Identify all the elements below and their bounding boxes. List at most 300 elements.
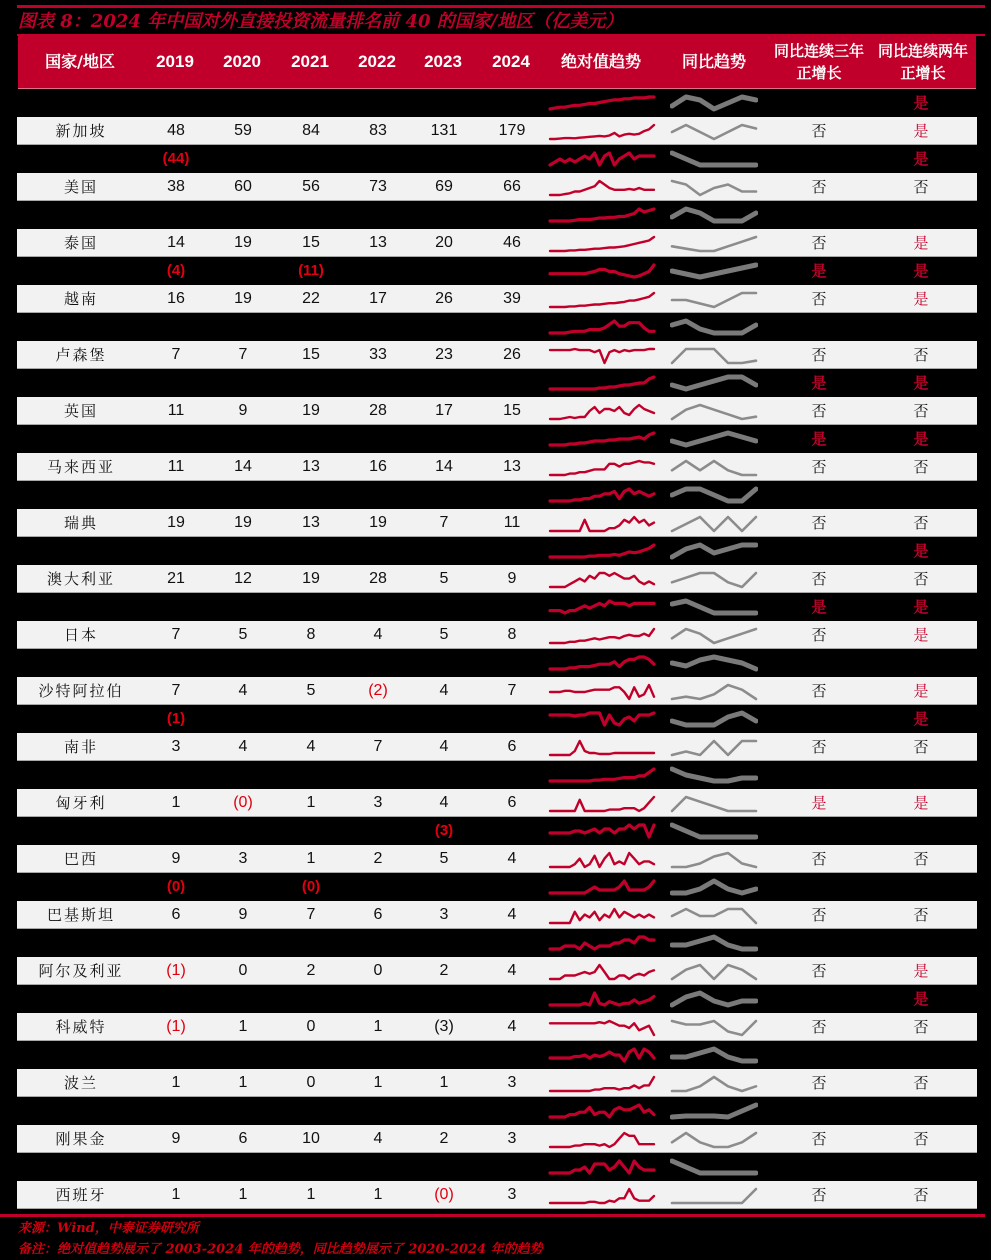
ghost-yoy-sparkline [670, 595, 758, 619]
abs-trend-sparkline [548, 511, 656, 535]
value-2019: 7 [171, 346, 181, 363]
value-2023: 5 [439, 626, 449, 643]
value-2024: 4 [507, 962, 517, 979]
abs-trend-sparkline [548, 791, 656, 815]
value-2021: 56 [302, 178, 320, 195]
ghost-three-year-flag [770, 1041, 868, 1069]
value-2024: 3 [507, 1130, 517, 1147]
header-year-2019: 2019 [156, 52, 194, 71]
ghost-value [145, 369, 207, 397]
ghost-two-year-flag [871, 873, 971, 901]
yoy-trend-sparkline [670, 1015, 758, 1039]
ghost-value [212, 537, 274, 565]
abs-trend-sparkline [548, 455, 656, 479]
value-2020: 60 [234, 178, 252, 195]
ghost-value [145, 649, 207, 677]
ghost-row [17, 1097, 977, 1125]
ghost-two-year-flag: 是 [913, 374, 929, 392]
ghost-two-year-flag [871, 1153, 971, 1181]
ghost-value [481, 481, 543, 509]
value-2021: 4 [306, 738, 316, 755]
country-name: 阿尔及利亚 [38, 962, 124, 980]
value-2023: 7 [439, 514, 449, 531]
ghost-abs-sparkline [548, 1155, 656, 1179]
ghost-value: (3) [434, 822, 454, 839]
yoy-trend-sparkline [670, 791, 758, 815]
abs-trend-sparkline [548, 231, 656, 255]
ghost-yoy-sparkline [670, 259, 758, 283]
ghost-value: (11) [298, 262, 324, 279]
ghost-value [145, 481, 207, 509]
ghost-yoy-sparkline [670, 1155, 758, 1179]
value-2021: 5 [306, 682, 316, 699]
two-year-flag: 否 [913, 1130, 929, 1148]
value-2023: 26 [435, 290, 453, 307]
value-2019: 16 [167, 290, 185, 307]
ghost-value [413, 481, 475, 509]
three-year-flag: 否 [811, 1018, 827, 1036]
three-year-flag: 否 [811, 626, 827, 644]
ghost-value [347, 201, 409, 229]
value-2021: 15 [302, 346, 320, 363]
ghost-value [347, 1041, 409, 1069]
ghost-value [413, 369, 475, 397]
table-row [17, 453, 977, 481]
ghost-row [17, 593, 977, 621]
value-2024: 4 [507, 906, 517, 923]
table-row [17, 229, 977, 257]
ghost-value [145, 817, 207, 845]
ghost-value [212, 425, 274, 453]
ghost-abs-sparkline [548, 763, 656, 787]
value-2024: 7 [507, 682, 517, 699]
ghost-value: (44) [162, 150, 190, 167]
value-2022: 4 [373, 626, 383, 643]
ghost-abs-sparkline [548, 259, 656, 283]
ghost-value [280, 593, 342, 621]
ghost-value [280, 1097, 342, 1125]
ghost-yoy-sparkline [670, 1099, 758, 1123]
country-name: 澳大利亚 [46, 570, 115, 588]
value-2022: 83 [369, 122, 387, 139]
value-2022: 2 [373, 850, 383, 867]
ghost-value [280, 761, 342, 789]
yoy-trend-sparkline [670, 847, 758, 871]
ghost-three-year-flag: 是 [811, 262, 827, 280]
ghost-yoy-sparkline [670, 147, 758, 171]
value-2024: 9 [507, 570, 517, 587]
header-year-2022: 2022 [358, 52, 396, 71]
ghost-value [347, 89, 409, 117]
value-2021: 2 [306, 962, 316, 979]
country-name: 泰国 [63, 234, 98, 252]
ghost-value [347, 649, 409, 677]
ghost-value [280, 929, 342, 957]
two-year-flag: 否 [913, 402, 929, 420]
ghost-three-year-flag [770, 201, 868, 229]
ghost-abs-sparkline [548, 371, 656, 395]
ghost-yoy-sparkline [670, 315, 758, 339]
ghost-value: (1) [166, 710, 186, 727]
ghost-value [347, 761, 409, 789]
value-2022: 28 [369, 570, 387, 587]
yoy-trend-sparkline [670, 175, 758, 199]
value-2023: 4 [439, 738, 449, 755]
three-year-flag: 否 [811, 346, 827, 364]
ghost-value [481, 145, 543, 173]
value-2024: 15 [503, 402, 521, 419]
three-year-flag: 否 [811, 850, 827, 868]
table-row [17, 957, 977, 985]
ghost-value [413, 873, 475, 901]
table-row [17, 901, 977, 929]
two-year-flag: 是 [913, 682, 929, 700]
value-2022: 17 [369, 290, 387, 307]
three-year-flag: 否 [811, 290, 827, 308]
abs-trend-sparkline [548, 175, 656, 199]
abs-trend-sparkline [548, 623, 656, 647]
ghost-value [481, 593, 543, 621]
table-row [17, 1013, 977, 1041]
two-year-flag: 否 [913, 570, 929, 588]
ghost-row [17, 145, 977, 173]
ghost-value [145, 1153, 207, 1181]
two-year-flag: 是 [913, 962, 929, 980]
header-two-year: 同比连续两年正增长 [877, 42, 968, 82]
value-2022: 4 [373, 1130, 383, 1147]
country-name: 日本 [63, 626, 98, 644]
value-2022: 1 [373, 1186, 383, 1203]
country-name: 匈牙利 [55, 794, 107, 812]
ghost-value [347, 873, 409, 901]
ghost-value [280, 425, 342, 453]
value-2023: 23 [435, 346, 453, 363]
ghost-yoy-sparkline [670, 651, 758, 675]
ghost-three-year-flag [770, 761, 868, 789]
ghost-three-year-flag [770, 985, 868, 1013]
ghost-two-year-flag: 是 [913, 430, 929, 448]
ghost-two-year-flag [871, 201, 971, 229]
value-2021: 1 [306, 1186, 316, 1203]
ghost-yoy-sparkline [670, 875, 758, 899]
value-2022: 19 [369, 514, 387, 531]
yoy-trend-sparkline [670, 1071, 758, 1095]
abs-trend-sparkline [548, 1071, 656, 1095]
value-2022: 16 [369, 458, 387, 475]
ghost-yoy-sparkline [670, 203, 758, 227]
ghost-abs-sparkline [548, 91, 656, 115]
country-name: 沙特阿拉伯 [38, 682, 124, 700]
ghost-value [413, 89, 475, 117]
value-2019: (1) [166, 1018, 186, 1035]
ghost-value [481, 1153, 543, 1181]
ghost-value [347, 929, 409, 957]
value-2023: 20 [435, 234, 453, 251]
ghost-row [17, 985, 977, 1013]
ghost-value [481, 817, 543, 845]
value-2024: 3 [507, 1186, 517, 1203]
value-2021: 19 [302, 402, 320, 419]
value-2023: 17 [435, 402, 453, 419]
ghost-three-year-flag [770, 1097, 868, 1125]
value-2023: 131 [430, 122, 458, 139]
two-year-flag: 是 [913, 122, 929, 140]
ghost-three-year-flag: 是 [811, 598, 827, 616]
ghost-value [280, 313, 342, 341]
ghost-value [212, 649, 274, 677]
two-year-flag: 是 [913, 794, 929, 812]
ghost-three-year-flag [770, 145, 868, 173]
ghost-value [280, 89, 342, 117]
ghost-value [212, 1041, 274, 1069]
value-2020: 3 [238, 850, 248, 867]
ghost-value [347, 817, 409, 845]
ghost-value [347, 369, 409, 397]
ghost-value [280, 1041, 342, 1069]
three-year-flag: 否 [811, 570, 827, 588]
ghost-abs-sparkline [548, 483, 656, 507]
ghost-value [481, 873, 543, 901]
value-2019: (1) [166, 962, 186, 979]
value-2019: 14 [167, 234, 185, 251]
ghost-three-year-flag [770, 313, 868, 341]
three-year-flag: 否 [811, 682, 827, 700]
ghost-yoy-sparkline [670, 539, 758, 563]
ghost-value [212, 313, 274, 341]
ghost-row [17, 369, 977, 397]
ghost-row [17, 761, 977, 789]
value-2020: 14 [234, 458, 252, 475]
ghost-value [212, 929, 274, 957]
ghost-three-year-flag [770, 1153, 868, 1181]
ghost-yoy-sparkline [670, 987, 758, 1011]
ghost-three-year-flag [770, 705, 868, 733]
value-2019: 1 [171, 1186, 181, 1203]
ghost-value [413, 761, 475, 789]
two-year-flag: 否 [913, 738, 929, 756]
value-2024: 8 [507, 626, 517, 643]
ghost-value [347, 705, 409, 733]
ghost-abs-sparkline [548, 1099, 656, 1123]
value-2023: 5 [439, 570, 449, 587]
value-2022: 33 [369, 346, 387, 363]
value-2019: 9 [171, 850, 181, 867]
value-2021: 13 [302, 514, 320, 531]
ghost-two-year-flag: 是 [913, 262, 929, 280]
value-2020: 9 [238, 906, 248, 923]
value-2019: 11 [167, 402, 185, 419]
header-year-2020: 2020 [223, 52, 261, 71]
ghost-row [17, 929, 977, 957]
ghost-value [280, 817, 342, 845]
two-year-flag: 否 [913, 1018, 929, 1036]
value-2021: 84 [302, 122, 320, 139]
value-2020: 19 [234, 290, 252, 307]
value-2019: 7 [171, 682, 181, 699]
value-2021: 19 [302, 570, 320, 587]
header-year-2024: 2024 [492, 52, 530, 71]
ghost-value [280, 1153, 342, 1181]
ghost-yoy-sparkline [670, 763, 758, 787]
value-2023: 4 [439, 682, 449, 699]
value-2024: 46 [503, 234, 521, 251]
value-2024: 179 [498, 122, 526, 139]
yoy-trend-sparkline [670, 231, 758, 255]
country-name: 西班牙 [55, 1186, 107, 1204]
ghost-abs-sparkline [548, 987, 656, 1011]
ghost-value [212, 985, 274, 1013]
value-2020: 4 [238, 682, 248, 699]
value-2019: 19 [167, 514, 185, 531]
ghost-three-year-flag [770, 537, 868, 565]
country-name: 巴基斯坦 [46, 906, 115, 924]
ghost-value [413, 985, 475, 1013]
ghost-value [413, 1153, 475, 1181]
three-year-flag: 否 [811, 234, 827, 252]
ghost-value [481, 1041, 543, 1069]
ghost-value [145, 1097, 207, 1125]
ghost-row [17, 257, 977, 285]
ghost-two-year-flag: 是 [913, 542, 929, 560]
ghost-row [17, 1153, 977, 1181]
ghost-value [347, 257, 409, 285]
ghost-yoy-sparkline [670, 707, 758, 731]
ghost-value [347, 985, 409, 1013]
ghost-value [413, 537, 475, 565]
abs-trend-sparkline [548, 903, 656, 927]
table-row [17, 1069, 977, 1097]
value-2021: 10 [302, 1130, 320, 1147]
value-2024: 3 [507, 1074, 517, 1091]
header-three-year: 同比连续三年正增长 [773, 42, 864, 82]
ghost-value [413, 593, 475, 621]
ghost-two-year-flag [871, 761, 971, 789]
ghost-abs-sparkline [548, 427, 656, 451]
yoy-trend-sparkline [670, 1127, 758, 1151]
value-2023: 4 [439, 794, 449, 811]
ghost-value [280, 537, 342, 565]
ghost-value [413, 257, 475, 285]
ghost-value [280, 369, 342, 397]
three-year-flag: 否 [811, 178, 827, 196]
ghost-value [145, 761, 207, 789]
ghost-row [17, 1041, 977, 1069]
ghost-row [17, 537, 977, 565]
value-2023: 2 [439, 1130, 449, 1147]
ghost-value [212, 145, 274, 173]
ghost-row [17, 649, 977, 677]
value-2024: 11 [503, 514, 521, 531]
value-2020: 5 [238, 626, 248, 643]
value-2023: (3) [434, 1018, 454, 1035]
ghost-value [212, 369, 274, 397]
country-name: 马来西亚 [46, 458, 115, 476]
ghost-yoy-sparkline [670, 371, 758, 395]
ghost-value [145, 593, 207, 621]
header-country: 国家/地区 [45, 52, 115, 71]
yoy-trend-sparkline [670, 735, 758, 759]
abs-trend-sparkline [548, 735, 656, 759]
ghost-three-year-flag [770, 481, 868, 509]
ghost-value [212, 1097, 274, 1125]
ghost-three-year-flag [770, 649, 868, 677]
value-2024: 13 [503, 458, 521, 475]
value-2021: 13 [302, 458, 320, 475]
ghost-yoy-sparkline [670, 819, 758, 843]
value-2022: 1 [373, 1074, 383, 1091]
ghost-value [481, 537, 543, 565]
ghost-yoy-sparkline [670, 427, 758, 451]
abs-trend-sparkline [548, 1127, 656, 1151]
abs-trend-sparkline [548, 287, 656, 311]
ghost-value [481, 761, 543, 789]
value-2019: 7 [171, 626, 181, 643]
table-row [17, 677, 977, 705]
table-row [17, 1125, 977, 1153]
ghost-value [212, 817, 274, 845]
ghost-value [413, 1097, 475, 1125]
top-rule [17, 5, 985, 8]
ghost-three-year-flag [770, 929, 868, 957]
two-year-flag: 否 [913, 458, 929, 476]
table-row [17, 845, 977, 873]
value-2023: 2 [439, 962, 449, 979]
ghost-three-year-flag: 是 [811, 374, 827, 392]
table-row [17, 397, 977, 425]
abs-trend-sparkline [548, 343, 656, 367]
value-2022: 1 [373, 1018, 383, 1035]
abs-trend-sparkline [548, 567, 656, 591]
value-2020: 4 [238, 738, 248, 755]
abs-trend-sparkline [548, 399, 656, 423]
value-2021: 0 [306, 1074, 316, 1091]
value-2020: 1 [238, 1186, 248, 1203]
country-name: 越南 [63, 290, 98, 308]
ghost-abs-sparkline [548, 819, 656, 843]
ghost-value [212, 257, 274, 285]
three-year-flag: 否 [811, 514, 827, 532]
ghost-value [347, 313, 409, 341]
three-year-flag: 否 [811, 122, 827, 140]
two-year-flag: 否 [913, 850, 929, 868]
table-body [17, 89, 977, 1209]
yoy-trend-sparkline [670, 903, 758, 927]
value-2020: 9 [238, 402, 248, 419]
value-2022: 13 [369, 234, 387, 251]
ghost-abs-sparkline [548, 651, 656, 675]
abs-trend-sparkline [548, 679, 656, 703]
country-name: 英国 [63, 402, 98, 420]
country-name: 卢森堡 [55, 346, 107, 364]
ghost-value [212, 761, 274, 789]
ghost-abs-sparkline [548, 707, 656, 731]
value-2024: 6 [507, 794, 517, 811]
value-2024: 26 [503, 346, 521, 363]
yoy-trend-sparkline [670, 1183, 758, 1207]
ghost-two-year-flag: 是 [913, 150, 929, 168]
header-abs-trend: 绝对值趋势 [560, 52, 641, 71]
table-row [17, 621, 977, 649]
country-name: 美国 [63, 178, 98, 196]
ghost-value [212, 481, 274, 509]
ghost-value [413, 1041, 475, 1069]
ghost-row [17, 425, 977, 453]
ghost-value [413, 649, 475, 677]
three-year-flag: 否 [811, 1074, 827, 1092]
ghost-value [280, 201, 342, 229]
value-2022: 28 [369, 402, 387, 419]
source-note: 来源：Wind，中泰证券研究所 [18, 1221, 199, 1236]
